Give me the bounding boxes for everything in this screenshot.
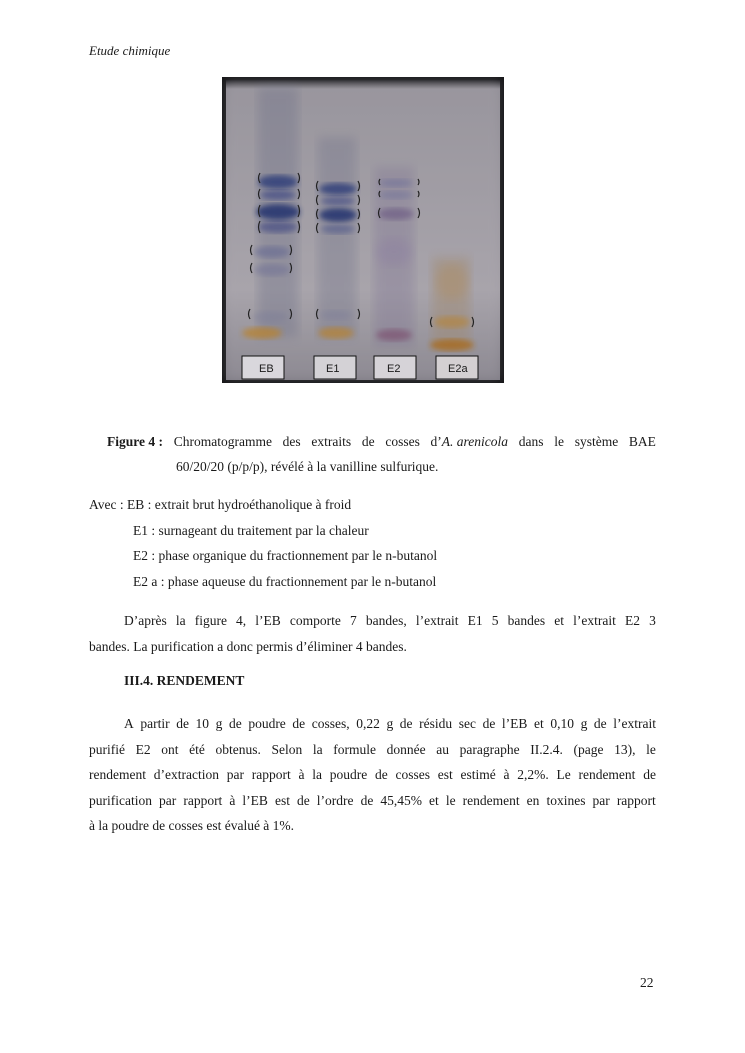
caption-word: système: [574, 434, 619, 449]
paragraph-yield-last-line: à la poudre de cosses est évalué à 1%.: [89, 818, 295, 834]
paragraph-word: de: [593, 716, 607, 731]
paragraph-word: sec: [458, 716, 476, 731]
paragraph-word: 0,22: [356, 716, 380, 731]
paragraph-word: figure: [194, 613, 227, 628]
lane-label-e1: E1: [326, 363, 340, 375]
paragraph-word: est: [274, 792, 290, 808]
paragraph-word: l’EB: [255, 613, 281, 628]
paragraph-word: 45,45%: [380, 792, 422, 808]
caption-word: de: [361, 434, 375, 449]
paragraph-word: par: [159, 792, 177, 808]
paragraph-word: (page: [573, 741, 604, 757]
caption-word: dans: [518, 434, 544, 449]
paragraph-word: bandes: [507, 613, 546, 628]
caption-word: des: [282, 434, 301, 449]
paragraph-word: et: [554, 613, 564, 628]
paragraph-yield-line: [89, 737, 656, 763]
paragraph-word: A: [124, 716, 134, 731]
paragraph-word: Selon: [271, 741, 303, 757]
paragraph-word: bandes,: [365, 613, 407, 628]
caption-word: le: [554, 434, 564, 449]
paragraph-word: et: [429, 792, 439, 808]
section-heading: III.4. RENDEMENT: [124, 673, 245, 688]
paragraph-word: de: [399, 716, 413, 731]
paragraph-word: 4,: [236, 613, 247, 628]
paragraph-word: l’extrait: [613, 716, 656, 731]
paragraph-word: rendement: [578, 767, 636, 783]
paragraph-word: E2: [135, 741, 151, 757]
figure-label: Figure 4 :: [107, 434, 163, 449]
paragraph-word: à: [298, 767, 305, 783]
lane-label-e2: E2: [387, 363, 401, 375]
legend-intro: Avec : EB : extrait brut hydroéthanolique à froid: [89, 497, 352, 512]
paragraph-word: de: [360, 792, 374, 808]
paragraph-word: 2,2%.: [517, 767, 549, 783]
paragraph-word: 0,10: [550, 716, 574, 731]
caption-word: extraits: [311, 434, 352, 449]
paragraph-bands: [89, 608, 656, 659]
caption-word: BAE: [628, 434, 656, 449]
paragraph-word: toxines: [546, 792, 586, 808]
paragraph-word: comporte: [289, 613, 341, 628]
paragraph-word: d’extraction: [153, 767, 219, 783]
paragraph-word: l’ordre: [316, 792, 354, 808]
paragraph-word: l’EB: [501, 716, 528, 731]
figure-legend: [89, 492, 437, 594]
paragraph-word: rapport: [183, 792, 223, 808]
paragraph-yield-line: [89, 788, 656, 814]
caption-word: Chromatogramme: [173, 434, 272, 449]
paragraph-word: au: [436, 741, 450, 757]
paragraph-word: obtenus.: [215, 741, 261, 757]
paragraph-word: donnée: [386, 741, 426, 757]
paragraph-word: 3: [649, 613, 656, 628]
paragraph-word: de: [643, 767, 656, 783]
paragraph-word: par: [592, 792, 610, 808]
paragraph-word: g: [386, 716, 394, 731]
paragraph-word: rapport: [616, 792, 656, 808]
paragraph-word: estimé: [460, 767, 496, 783]
paragraph-word: partir: [140, 716, 170, 731]
paragraph-word: g: [580, 716, 588, 731]
paragraph-word: la: [312, 767, 322, 783]
legend-item-e2: E2 : phase organique du fractionnement par le n-butanol: [133, 548, 438, 563]
paragraph-word: poudre: [248, 716, 286, 731]
paragraph-word: E2: [624, 613, 640, 628]
paragraph-word: en: [526, 792, 540, 808]
paragraph-word: résidu: [419, 716, 453, 731]
paragraph-yield-line: [89, 762, 656, 788]
caption-word: cosses: [385, 434, 420, 449]
paragraph-word: 7: [349, 613, 357, 628]
paragraph-word: l’extrait: [573, 613, 616, 628]
paragraph-word: de: [176, 716, 189, 731]
paragraph-word: poudre: [329, 767, 368, 783]
caption-word: d’A. arenicola: [430, 434, 509, 449]
paragraph-word: l’extrait: [415, 613, 459, 628]
paragraph-word: D’après: [124, 613, 167, 628]
paragraph-word: à: [229, 792, 236, 808]
paragraph-word: par: [226, 767, 244, 783]
lane-label-eb: EB: [259, 363, 274, 375]
figure-caption: [107, 429, 656, 479]
paragraph-word: g: [215, 716, 223, 731]
paragraph-word: rendement: [462, 792, 520, 808]
paragraph-word: 13),: [614, 741, 636, 757]
running-header: Etude chimique: [89, 43, 171, 58]
paragraph-word: et: [534, 716, 544, 731]
paragraph-word: ont: [161, 741, 179, 757]
caption-line-2: 60/20/20 (p/p/p), révélé à la vanilline sulfurique.: [176, 459, 439, 474]
legend-item-e2a: E2 a : phase aqueuse du fractionnement par le n-butanol: [133, 573, 437, 589]
paragraph-word: cosses: [395, 767, 430, 783]
paragraph-word: est: [437, 767, 453, 783]
paragraph-word: le: [445, 792, 456, 808]
paragraph-bands-line-1: [89, 608, 656, 634]
paragraph-word: 10: [195, 716, 210, 731]
paragraph-word: l’EB: [242, 792, 268, 808]
paragraph-word: de: [292, 716, 306, 731]
lane-e1-spots: [318, 137, 357, 339]
paragraph-yield: [89, 711, 656, 839]
paragraph-word: cosses,: [311, 716, 350, 731]
paragraph-word: paragraphe: [459, 741, 520, 757]
paragraph-word: 5: [491, 613, 499, 628]
lane-label-e2a: E2a: [448, 363, 468, 375]
paragraph-word: rendement: [89, 767, 146, 783]
paragraph-word: la: [312, 741, 323, 757]
paragraph-word: la: [175, 613, 186, 628]
chromatogram-figure: [222, 77, 504, 383]
paragraph-word: purification: [89, 792, 152, 808]
paragraph-word: de: [482, 716, 496, 731]
legend-item-e1: E1 : surnageant du traitement par la chaleur: [133, 522, 369, 538]
paragraph-word: Le: [556, 767, 571, 783]
paragraph-word: de: [374, 767, 388, 783]
paragraph-word: à: [503, 767, 510, 783]
paragraph-word: II.2.4.: [530, 741, 563, 757]
paragraph-word: de: [297, 792, 310, 808]
paragraph-bands-line-2: bandes. La purification a donc permis d’éliminer 4 bandes.: [89, 638, 407, 654]
lane-e2-spots: [374, 167, 414, 347]
page-number: 22: [640, 975, 654, 990]
paragraph-word: été: [189, 741, 205, 757]
paragraph-word: purifié: [89, 741, 125, 757]
chromatogram-plate: [222, 77, 504, 383]
paragraph-word: formule: [333, 741, 377, 757]
paragraph-yield-line: [89, 711, 656, 737]
caption-line-1: [107, 429, 656, 454]
paragraph-word: rapport: [251, 767, 291, 783]
paragraph-word: E1: [467, 613, 483, 628]
lane-e2a-spots: [430, 257, 474, 351]
paragraph-word: de: [228, 716, 242, 731]
paragraph-word: le: [646, 741, 656, 757]
